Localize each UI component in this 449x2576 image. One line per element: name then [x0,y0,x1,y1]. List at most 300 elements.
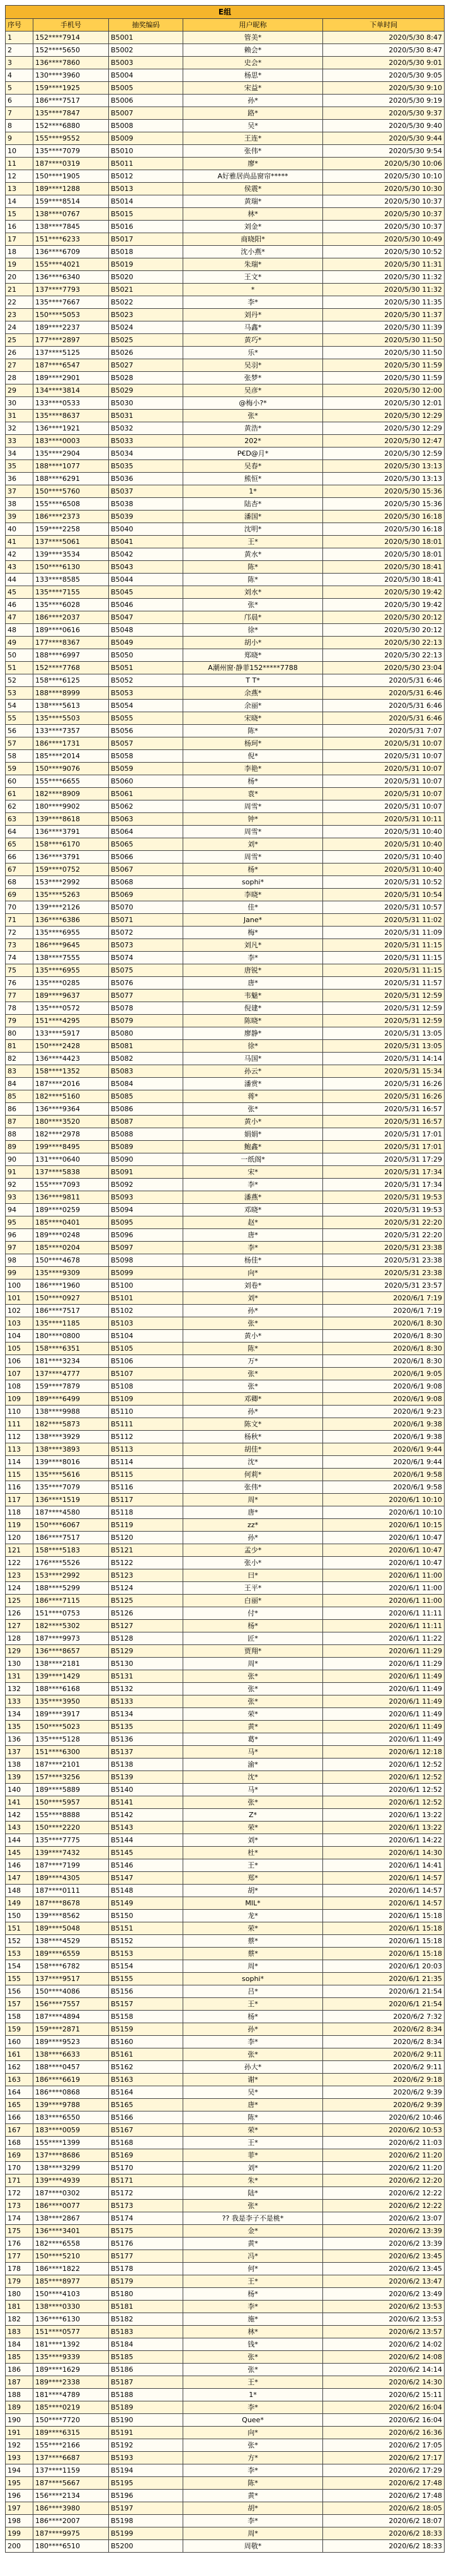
cell-code: B5103 [109,1317,183,1330]
cell-order-time: 2020/6/1 11:49 [323,1721,445,1733]
cell-order-time: 2020/5/31 10:07 [323,788,445,800]
header-nickname: 用户昵称 [183,19,323,32]
cell-seq: 35 [6,460,33,473]
table-row [6,1771,445,1784]
cell-seq: 122 [6,1557,33,1569]
cell-code: B5088 [109,1128,183,1141]
cell-seq: 168 [6,2137,33,2149]
cell-nickname: 张* [183,1317,323,1330]
cell-nickname: 潘国* [183,511,323,523]
table-row [6,221,445,233]
cell-phone: 139****8562 [33,1910,109,1922]
cell-order-time: 2020/6/2 15:11 [323,2389,445,2401]
cell-order-time: 2020/6/1 9:38 [323,1431,445,1443]
cell-seq: 52 [6,674,33,687]
cell-nickname: 马鑫* [183,321,323,334]
table-row [6,599,445,611]
cell-order-time: 2020/5/31 6:46 [323,700,445,712]
table-row [6,1885,445,1897]
cell-nickname: 鲍鑫* [183,1141,323,1153]
table-row [6,700,445,712]
cell-seq: 156 [6,1985,33,1998]
cell-seq: 141 [6,1796,33,1809]
cell-phone: 189****4305 [33,1872,109,1885]
cell-code: B5117 [109,1494,183,1506]
cell-nickname: 潘燕* [183,1191,323,1204]
cell-order-time: 2020/5/31 10:07 [323,737,445,750]
cell-seq: 40 [6,523,33,536]
table-row [6,69,445,82]
cell-phone: 136****3401 [33,2225,109,2238]
cell-nickname: 张* [183,599,323,611]
cell-code: B5135 [109,1721,183,1733]
cell-code: B5037 [109,485,183,498]
spreadsheet [5,5,444,2553]
cell-order-time: 2020/5/30 10:30 [323,183,445,195]
table-row [6,611,445,624]
cell-code: B5014 [109,195,183,208]
cell-seq: 62 [6,800,33,813]
table-row [6,1242,445,1254]
cell-nickname: 荣* [183,1708,323,1721]
cell-code: B5133 [109,1695,183,1708]
cell-order-time: 2020/6/1 11:11 [323,1607,445,1620]
cell-phone: 150****4103 [33,2288,109,2301]
cell-phone: 150****9076 [33,763,109,775]
cell-nickname: 胡佳* [183,1443,323,1456]
cell-code: B5119 [109,1519,183,1532]
cell-order-time: 2020/6/2 12:20 [323,2175,445,2187]
cell-order-time: 2020/5/30 13:13 [323,460,445,473]
table-row [6,2502,445,2515]
cell-nickname: 刘凡* [183,939,323,952]
cell-seq: 43 [6,561,33,574]
cell-order-time: 2020/6/2 17:05 [323,2439,445,2452]
cell-phone: 186****0077 [33,2200,109,2212]
cell-order-time: 2020/5/30 12:47 [323,435,445,448]
cell-code: B5168 [109,2137,183,2149]
table-row [6,195,445,208]
cell-code: B5002 [109,44,183,57]
cell-seq: 159 [6,2023,33,2036]
table-row [6,435,445,448]
table-row [6,624,445,637]
cell-seq: 189 [6,2401,33,2414]
cell-seq: 138 [6,1759,33,1771]
cell-order-time: 2020/5/30 12:00 [323,384,445,397]
cell-seq: 133 [6,1695,33,1708]
cell-code: B5154 [109,1960,183,1973]
table-row [6,1784,445,1796]
cell-code: B5170 [109,2162,183,2175]
cell-nickname: 吴* [183,120,323,132]
cell-order-time: 2020/6/1 13:22 [323,1822,445,1834]
cell-code: B5110 [109,1406,183,1418]
cell-seq: 149 [6,1897,33,1910]
header-code: 抽奖编码 [109,19,183,32]
cell-phone: 155****6508 [33,498,109,511]
table-row [6,712,445,725]
cell-seq: 158 [6,2011,33,2023]
table-row [6,561,445,574]
cell-order-time: 2020/6/1 11:11 [323,1620,445,1632]
cell-nickname: 张* [183,1796,323,1809]
cell-order-time: 2020/5/30 18:01 [323,548,445,561]
cell-code: B5193 [109,2452,183,2464]
table-row [6,1267,445,1279]
cell-nickname: 蔡* [183,1935,323,1948]
cell-nickname: 王* [183,2275,323,2288]
cell-seq: 11 [6,158,33,170]
cell-code: B5122 [109,1557,183,1569]
cell-seq: 78 [6,1002,33,1015]
cell-nickname: 杨* [183,2011,323,2023]
cell-order-time: 2020/5/31 23:38 [323,1254,445,1267]
cell-nickname: 杨秋* [183,1431,323,1443]
cell-order-time: 2020/6/1 14:57 [323,1897,445,1910]
cell-order-time: 2020/6/2 11:03 [323,2137,445,2149]
cell-phone: 182****6558 [33,2238,109,2250]
cell-phone: 135****3950 [33,1695,109,1708]
cell-nickname: 向* [183,2427,323,2439]
cell-code: B5036 [109,473,183,485]
cell-code: B5035 [109,460,183,473]
table-row [6,1544,445,1557]
cell-order-time: 2020/5/31 11:15 [323,939,445,952]
cell-order-time: 2020/6/2 17:29 [323,2464,445,2477]
cell-order-time: 2020/5/31 6:46 [323,687,445,700]
cell-seq: 16 [6,221,33,233]
cell-phone: 189****5889 [33,1784,109,1796]
cell-phone: 159****2871 [33,2023,109,2036]
cell-code: B5053 [109,687,183,700]
table-row [6,1708,445,1721]
cell-code: B5042 [109,548,183,561]
cell-code: B5169 [109,2149,183,2162]
cell-code: B5003 [109,57,183,69]
table-row [6,1746,445,1759]
cell-code: B5050 [109,649,183,662]
table-row [6,574,445,586]
cell-code: B5166 [109,2111,183,2124]
cell-phone: 189****1288 [33,183,109,195]
table-row [6,1305,445,1317]
cell-code: B5049 [109,637,183,649]
cell-seq: 98 [6,1254,33,1267]
table-row [6,1910,445,1922]
table-row [6,1721,445,1733]
cell-phone: 136****9364 [33,1103,109,1116]
cell-order-time: 2020/6/1 12:18 [323,1746,445,1759]
table-row [6,1229,445,1242]
cell-seq: 155 [6,1973,33,1985]
cell-phone: 150****6130 [33,561,109,574]
table-row [6,120,445,132]
cell-code: B5099 [109,1267,183,1279]
table-row [6,372,445,384]
cell-phone: 186****7115 [33,1595,109,1607]
cell-order-time: 2020/6/1 7:19 [323,1292,445,1305]
cell-phone: 159****0752 [33,863,109,876]
cell-seq: 152 [6,1935,33,1948]
cell-seq: 81 [6,1040,33,1053]
cell-phone: 188****5299 [33,1582,109,1595]
cell-nickname: MIL* [183,1897,323,1910]
cell-order-time: 2020/5/30 15:36 [323,485,445,498]
cell-seq: 111 [6,1418,33,1431]
cell-phone: 150****5210 [33,2250,109,2263]
table-row [6,1506,445,1519]
cell-code: B5063 [109,813,183,826]
table-row [6,964,445,977]
cell-nickname: 张小* [183,1557,323,1569]
cell-order-time: 2020/5/30 8:47 [323,32,445,44]
cell-seq: 180 [6,2288,33,2301]
cell-code: B5113 [109,1443,183,1456]
cell-phone: 135****7667 [33,296,109,309]
cell-code: B5198 [109,2515,183,2527]
cell-seq: 65 [6,838,33,851]
cell-order-time: 2020/6/2 13:45 [323,2250,445,2263]
cell-seq: 176 [6,2238,33,2250]
cell-phone: 150****2220 [33,1822,109,1834]
cell-nickname: 梅* [183,927,323,939]
cell-phone: 181****1392 [33,2338,109,2351]
cell-seq: 91 [6,1166,33,1179]
cell-nickname: 史会* [183,57,323,69]
cell-seq: 21 [6,284,33,296]
cell-nickname: 李* [183,1179,323,1191]
cell-seq: 143 [6,1822,33,1834]
table-row [6,1834,445,1847]
table-row [6,1065,445,1078]
table-row [6,1519,445,1532]
cell-seq: 171 [6,2175,33,2187]
table-row [6,2288,445,2301]
cell-seq: 82 [6,1053,33,1065]
cell-seq: 5 [6,82,33,95]
cell-seq: 61 [6,788,33,800]
cell-nickname: 李* [183,2401,323,2414]
cell-code: B5011 [109,158,183,170]
cell-order-time: 2020/6/1 21:54 [323,1998,445,2011]
cell-nickname: 张* [183,410,323,422]
table-row [6,1809,445,1822]
table-row [6,1960,445,1973]
table-row [6,763,445,775]
cell-order-time: 2020/6/1 11:49 [323,1695,445,1708]
cell-nickname: 孙* [183,2023,323,2036]
cell-seq: 161 [6,2048,33,2061]
cell-order-time: 2020/6/1 10:10 [323,1494,445,1506]
cell-order-time: 2020/5/30 16:18 [323,523,445,536]
cell-phone: 150****4678 [33,1254,109,1267]
cell-nickname: 沈* [183,1771,323,1784]
cell-code: B5180 [109,2288,183,2301]
cell-order-time: 2020/6/1 8:30 [323,1317,445,1330]
cell-code: B5012 [109,170,183,183]
cell-order-time: 2020/6/2 17:48 [323,2477,445,2490]
cell-order-time: 2020/5/30 11:50 [323,334,445,347]
cell-code: B5196 [109,2490,183,2502]
cell-code: B5009 [109,132,183,145]
cell-seq: 72 [6,927,33,939]
cell-phone: 151****4295 [33,1015,109,1027]
table-row [6,586,445,599]
cell-order-time: 2020/6/1 10:15 [323,1519,445,1532]
cell-nickname: 郑* [183,1872,323,1885]
cell-code: B5022 [109,296,183,309]
cell-code: B5007 [109,107,183,120]
cell-phone: 137****5838 [33,1166,109,1179]
cell-nickname: 袁* [183,788,323,800]
cell-seq: 118 [6,1506,33,1519]
cell-order-time: 2020/5/31 11:15 [323,964,445,977]
cell-phone: 136****4423 [33,1053,109,1065]
cell-order-time: 2020/6/1 14:41 [323,1859,445,1872]
cell-phone: 177****8367 [33,637,109,649]
table-row [6,901,445,914]
cell-seq: 195 [6,2477,33,2490]
cell-code: B5051 [109,662,183,674]
cell-nickname: 吕* [183,1985,323,1998]
table-row [6,889,445,901]
cell-phone: 186****9645 [33,939,109,952]
cell-phone: 186****7517 [33,95,109,107]
cell-code: B5141 [109,1796,183,1809]
table-row [6,1116,445,1128]
cell-nickname: 冯* [183,2250,323,2263]
cell-phone: 186****7517 [33,1532,109,1544]
cell-nickname: 胡小* [183,637,323,649]
cell-order-time: 2020/6/1 11:29 [323,1658,445,1670]
cell-phone: 137****5125 [33,347,109,359]
cell-seq: 96 [6,1229,33,1242]
cell-code: B5048 [109,624,183,637]
cell-seq: 55 [6,712,33,725]
cell-code: B5112 [109,1431,183,1443]
cell-order-time: 2020/5/31 10:07 [323,775,445,788]
cell-nickname: 陈文* [183,1418,323,1431]
cell-nickname: 乐* [183,347,323,359]
cell-nickname: 王平* [183,1582,323,1595]
cell-seq: 117 [6,1494,33,1506]
table-row [6,2175,445,2187]
cell-phone: 189****0248 [33,1229,109,1242]
table-row [6,1002,445,1015]
cell-phone: 134****3814 [33,384,109,397]
cell-nickname: 孙大* [183,2061,323,2074]
cell-phone: 130****3960 [33,69,109,82]
cell-order-time: 2020/6/2 9:39 [323,2086,445,2099]
cell-phone: 150****0927 [33,1292,109,1305]
cell-phone: 138****5613 [33,700,109,712]
cell-order-time: 2020/5/30 11:35 [323,296,445,309]
cell-nickname: 张* [183,1683,323,1695]
cell-nickname: 王* [183,2137,323,2149]
cell-seq: 163 [6,2074,33,2086]
table-row [6,2275,445,2288]
cell-order-time: 2020/6/2 14:02 [323,2338,445,2351]
table-row [6,95,445,107]
cell-order-time: 2020/6/1 8:30 [323,1343,445,1355]
cell-code: B5070 [109,901,183,914]
cell-order-time: 2020/6/2 13:39 [323,2225,445,2238]
cell-nickname: 徐* [183,624,323,637]
cell-order-time: 2020/5/31 13:05 [323,1040,445,1053]
cell-order-time: 2020/6/2 13:53 [323,2301,445,2313]
cell-order-time: 2020/6/1 9:08 [323,1393,445,1406]
cell-nickname: 刘* [183,838,323,851]
table-row [6,826,445,838]
cell-code: B5187 [109,2376,183,2389]
cell-code: B5059 [109,763,183,775]
cell-phone: 136****1519 [33,1494,109,1506]
cell-phone: 136****9811 [33,1191,109,1204]
table-row [6,2212,445,2225]
cell-code: B5160 [109,2036,183,2048]
cell-code: B5183 [109,2326,183,2338]
cell-phone: 187****2016 [33,1078,109,1090]
cell-phone: 139****7432 [33,1847,109,1859]
cell-phone: 150****2428 [33,1040,109,1053]
cell-seq: 177 [6,2250,33,2263]
cell-phone: 189****0259 [33,1204,109,1216]
cell-code: B5171 [109,2175,183,2187]
cell-phone: 137****9517 [33,1973,109,1985]
table-row [6,132,445,145]
cell-phone: 137****4777 [33,1368,109,1380]
cell-code: B5006 [109,95,183,107]
cell-nickname: 李* [183,296,323,309]
cell-phone: 137****8686 [33,2149,109,2162]
cell-order-time: 2020/5/31 11:02 [323,914,445,927]
cell-code: B5107 [109,1368,183,1380]
cell-seq: 2 [6,44,33,57]
cell-phone: 138****0767 [33,208,109,221]
cell-seq: 113 [6,1443,33,1456]
cell-nickname: 廖静* [183,1027,323,1040]
cell-seq: 106 [6,1355,33,1368]
cell-order-time: 2020/5/31 6:46 [323,712,445,725]
cell-phone: 188****6997 [33,649,109,662]
cell-order-time: 2020/5/30 10:52 [323,246,445,258]
title-row [6,6,445,19]
cell-phone: 137****6687 [33,2452,109,2464]
cell-seq: 182 [6,2313,33,2326]
cell-seq: 130 [6,1658,33,1670]
cell-seq: 103 [6,1317,33,1330]
table-row [6,1973,445,1985]
cell-nickname: 唐锐* [183,964,323,977]
table-row [6,1053,445,1065]
table-row [6,1204,445,1216]
table-row [6,2301,445,2313]
cell-nickname: 张* [183,1670,323,1683]
cell-code: B5019 [109,258,183,271]
cell-order-time: 2020/5/30 11:59 [323,372,445,384]
table-row [6,990,445,1002]
table-row [6,1733,445,1746]
table-row [6,334,445,347]
cell-nickname: 杨* [183,1620,323,1632]
cell-seq: 190 [6,2414,33,2427]
cell-seq: 164 [6,2086,33,2099]
cell-seq: 70 [6,901,33,914]
cell-seq: 94 [6,1204,33,1216]
cell-seq: 64 [6,826,33,838]
cell-nickname: 黄浩* [183,422,323,435]
